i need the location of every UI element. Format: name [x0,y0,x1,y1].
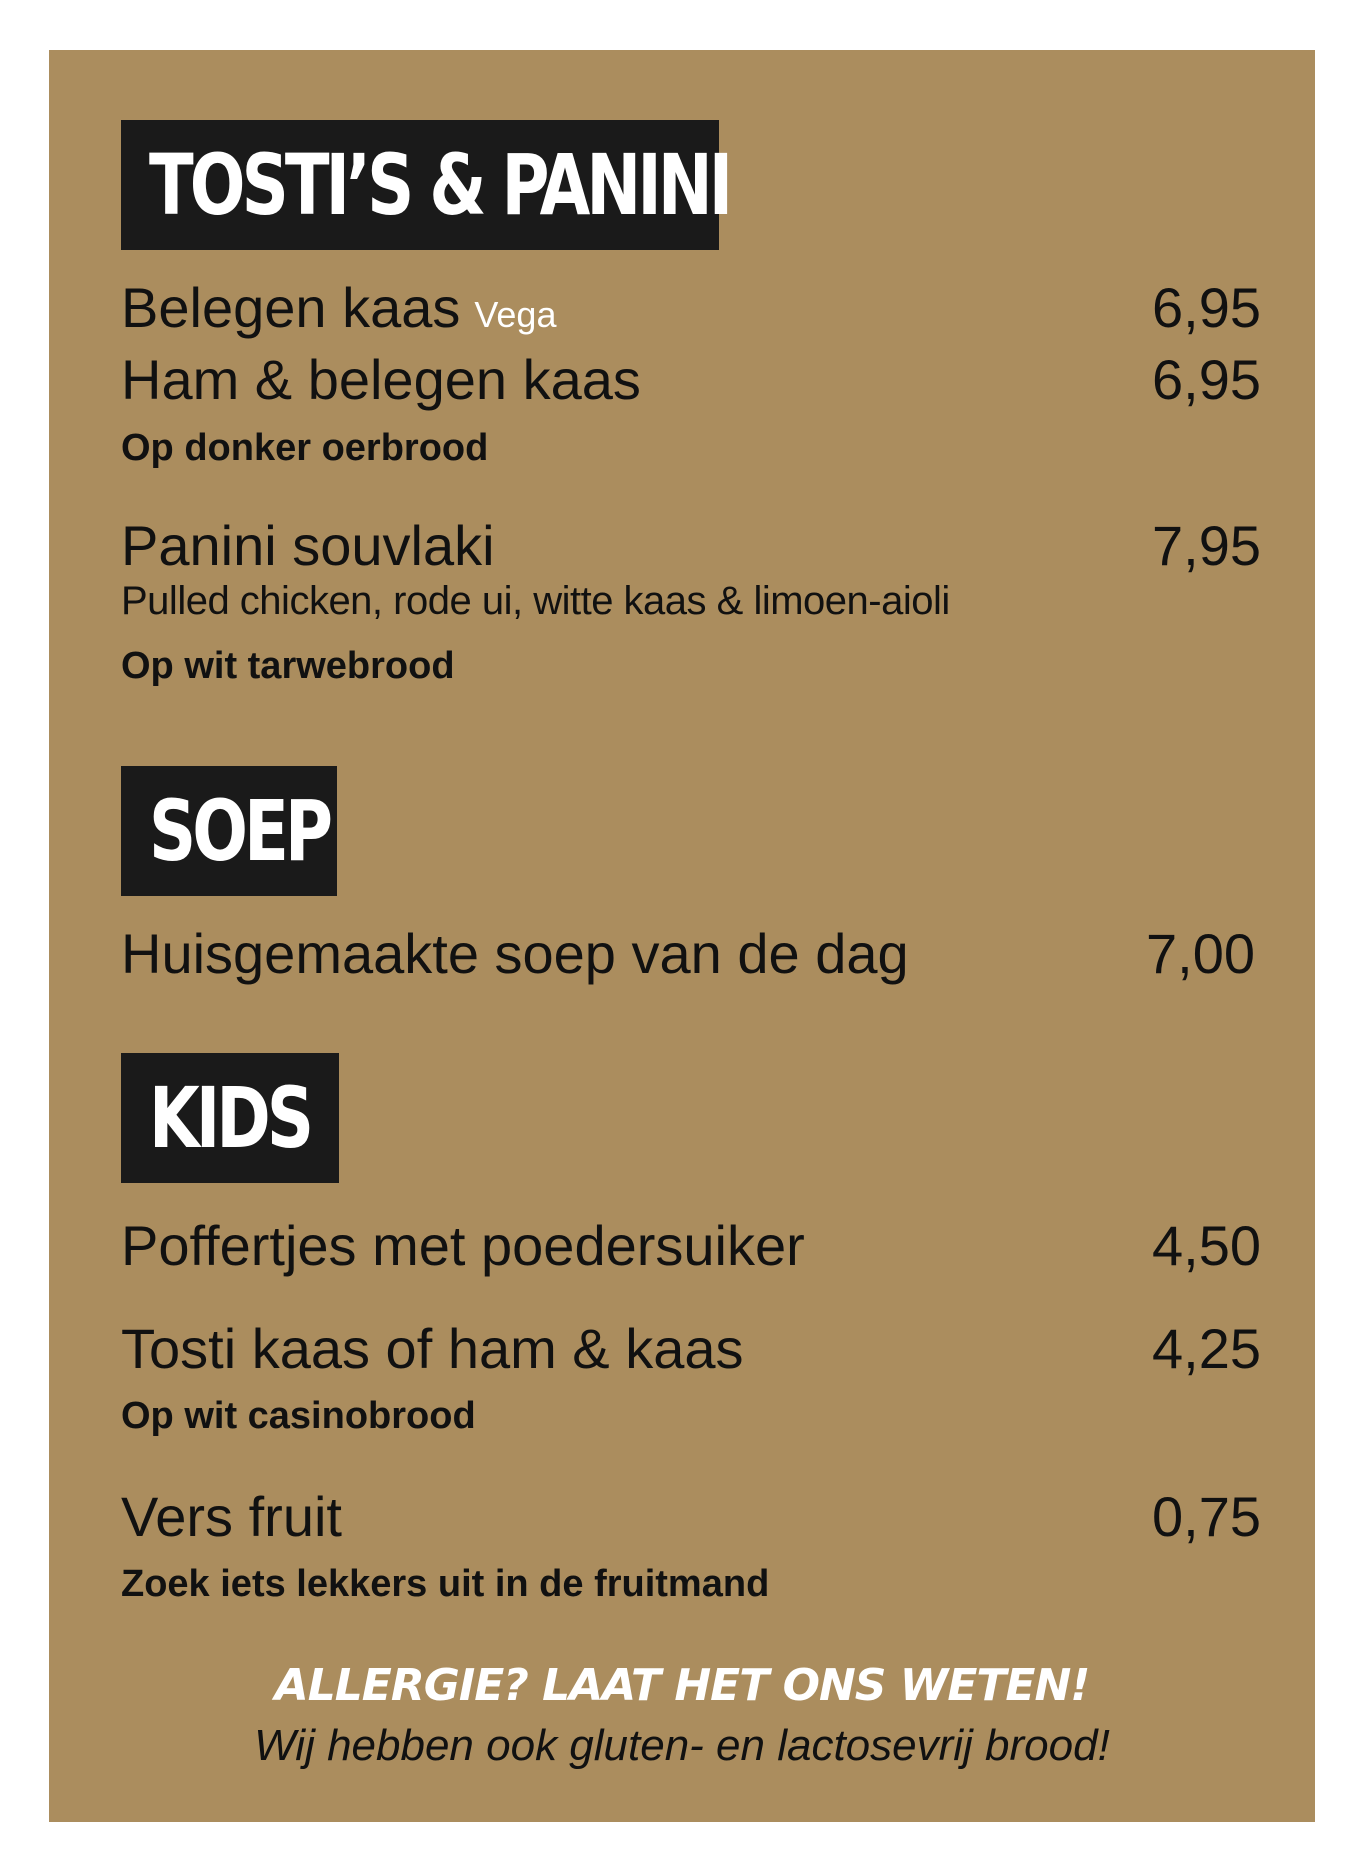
section-heading-kids [121,1053,339,1183]
item-name: Panini souvlaki [121,514,495,577]
bread-note-tarwebrood: Op wit tarwebrood [121,645,455,687]
item-price: 4,25 [1152,1317,1261,1380]
vega-tag: Vega [474,294,557,335]
gluten-lactose-free-note: Wij hebben ook gluten- en lactosevrij brood! [254,1721,1110,1770]
section-heading-tostis [121,120,730,250]
item-description: Pulled chicken, rode ui, witte kaas & limoen-aioli [121,579,950,623]
item-name: Belegen kaas [121,276,461,339]
section-title-kids: KIDS [149,1069,311,1167]
item-price: 0,75 [1152,1485,1261,1548]
item-name-wrapper [121,276,556,347]
fruit-note: Zoek iets lekkers uit in de fruitmand [121,1563,770,1605]
item-price: 4,50 [1152,1214,1261,1277]
menu-item-soep-van-de-dag [121,922,1255,986]
menu-item-ham-belegen-kaas [121,348,1261,412]
allergy-notice: ALLERGIE? LAAT HET ONS WETEN! [274,1660,1090,1711]
item-name: Poffertjes met poedersuiker [121,1214,805,1277]
item-price: 7,95 [1152,514,1261,577]
menu-panel [49,50,1315,1822]
item-price: 7,00 [1146,922,1255,985]
item-name: Huisgemaakte soep van de dag [121,922,909,985]
item-name: Ham & belegen kaas [121,348,641,411]
menu-item-vers-fruit [121,1485,1261,1549]
menu-item-belegen-kaas [121,276,1261,347]
bread-note-casinobrood: Op wit casinobrood [121,1395,476,1437]
menu-item-panini-souvlaki [121,514,1261,578]
item-name: Vers fruit [121,1485,342,1548]
item-price: 6,95 [1152,348,1261,411]
item-price: 6,95 [1152,276,1261,339]
bread-note-oerbrood: Op donker oerbrood [121,427,489,469]
menu-item-tosti-kids [121,1317,1261,1381]
section-title-soep: SOEP [149,782,330,880]
item-name: Tosti kaas of ham & kaas [121,1317,744,1380]
section-heading-soep [121,766,337,896]
section-title-tostis: TOSTI’S & PANINI [149,136,730,234]
menu-item-poffertjes [121,1214,1261,1278]
